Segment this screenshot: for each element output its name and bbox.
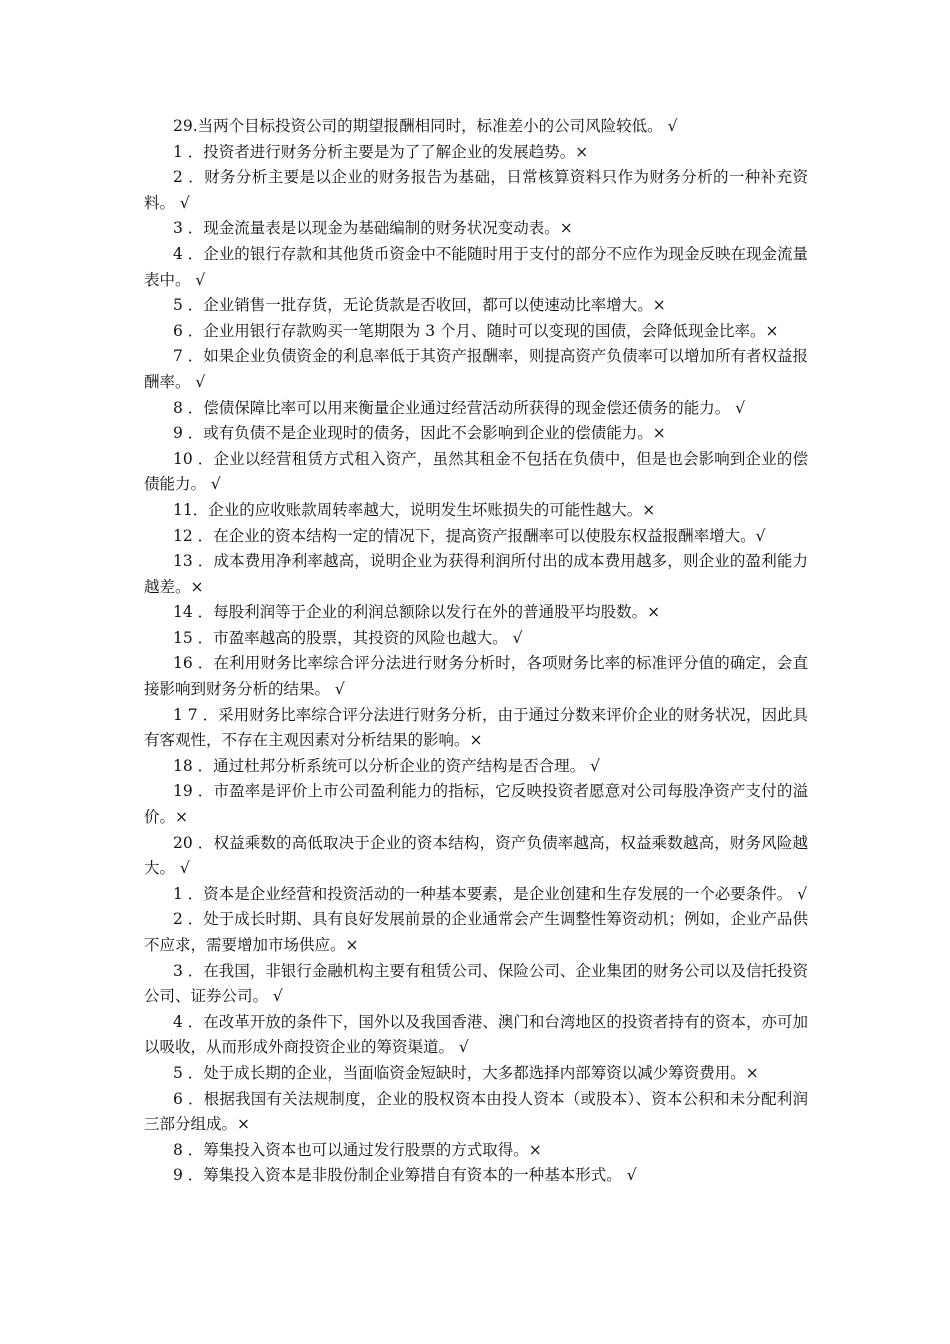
- question-item: 10 ．企业以经营租赁方式租入资产，虽然其租金不包括在负债中，但是也会影响到企业的偿债能力。 √: [144, 449, 808, 494]
- question-item: 3 ．在我国，非银行金融机构主要有租赁公司、保险公司、企业集团的财务公司以及信托投资公司、证券公司。 √: [144, 961, 808, 1006]
- question-item: 11．企业的应收账款周转率越大，说明发生坏账损失的可能性越大。×: [173, 500, 656, 519]
- question-item: 6 ．企业用银行存款购买一笔期限为 3 个月、随时可以变现的国债，会降低现金比率。×: [173, 321, 779, 340]
- question-item: 1 ．投资者进行财务分析主要是为了了解企业的发展趋势。×: [173, 142, 589, 161]
- question-item: 4 ．企业的银行存款和其他货币资金中不能随时用于支付的部分不应作为现金反映在现金流量表中。 √: [144, 244, 808, 289]
- question-item: 9 ．筹集投入资本是非股份制企业筹措自有资本的一种基本形式。 √: [173, 1166, 637, 1185]
- question-item: 6 ．根据我国有关法规制度，企业的股权资本由投人资本（或股本）、资本公积和未分配利润三部分组成。×: [144, 1089, 808, 1134]
- question-item: 20 ．权益乘数的高低取决于企业的资本结构，资产负债率越高，权益乘数越高，财务风险越大。 √: [144, 833, 808, 878]
- question-item: 5 ．企业销售一批存货，无论货款是否收回，都可以使速动比率增大。×: [173, 296, 666, 315]
- question-item: 16 ．在利用财务比率综合评分法进行财务分析时，各项财务比率的标准评分值的确定，会直接影响到财务分析的结果。 √: [144, 654, 808, 699]
- question-item: 4 ．在改革开放的条件下，国外以及我国香港、澳门和台湾地区的投资者持有的资本，亦可加以吸收，从而形成外商投资企业的筹资渠道。 √: [144, 1012, 808, 1057]
- question-item: 18 ．通过杜邦分析系统可以分析企业的资产结构是否合理。 √: [173, 756, 600, 775]
- question-item: 3 ．现金流量表是以现金为基础编制的财务状况变动表。×: [173, 219, 573, 238]
- question-item: 29.当两个目标投资公司的期望报酬相同时，标准差小的公司风险较低。 √: [173, 117, 678, 135]
- question-item: 9 ．或有负债不是企业现时的债务，因此不会影响到企业的偿债能力。×: [173, 424, 666, 443]
- question-item: 2 ．财务分析主要是以企业的财务报告为基础，日常核算资料只作为财务分析的一种补充资料。 √: [144, 168, 808, 212]
- question-item: 1 ．资本是企业经营和投资活动的一种基本要素，是企业创建和生存发展的一个必要条件。 √: [173, 884, 808, 903]
- question-item: 5 ．处于成长期的企业，当面临资金短缺时，大多都选择内部筹资以减少筹资费用。×: [173, 1063, 759, 1082]
- question-item: 8 ．筹集投入资本也可以通过发行股票的方式取得。×: [173, 1140, 542, 1159]
- document-body: [144, 114, 808, 1189]
- question-item: 2 ．处于成长时期、具有良好发展前景的企业通常会产生调整性筹资动机；例如，企业产品供不应求，需要增加市场供应。×: [144, 910, 808, 954]
- question-item: 15 ．市盈率越高的股票，其投资的风险也越大。 √: [173, 628, 523, 647]
- question-item: 1 7 ．采用财务比率综合评分法进行财务分析，由于通过分数来评价企业的财务状况，因此具有客观性，不存在主观因素对分析结果的影响。×: [144, 705, 808, 750]
- question-item: 19 ．市盈率是评价上市公司盈利能力的指标，它反映投资者愿意对公司每股净资产支付的溢价。×: [144, 782, 808, 827]
- question-item: 8 ．偿债保障比率可以用来衡量企业通过经营活动所获得的现金偿还债务的能力。 √: [173, 398, 746, 417]
- question-item: 13 ．成本费用净利率越高，说明企业为获得利润所付出的成本费用越多，则企业的盈利能力越差。×: [144, 552, 808, 596]
- question-item: 7 ．如果企业负债资金的利息率低于其资产报酬率，则提高资产负债率可以增加所有者权益报酬率。 √: [144, 347, 808, 391]
- question-item: 14 ．每股利润等于企业的利润总额除以发行在外的普通股平均股数。×: [173, 603, 661, 622]
- question-item: 12 ．在企业的资本结构一定的情况下，提高资产报酬率可以使股东权益报酬率增大。√: [173, 526, 766, 545]
